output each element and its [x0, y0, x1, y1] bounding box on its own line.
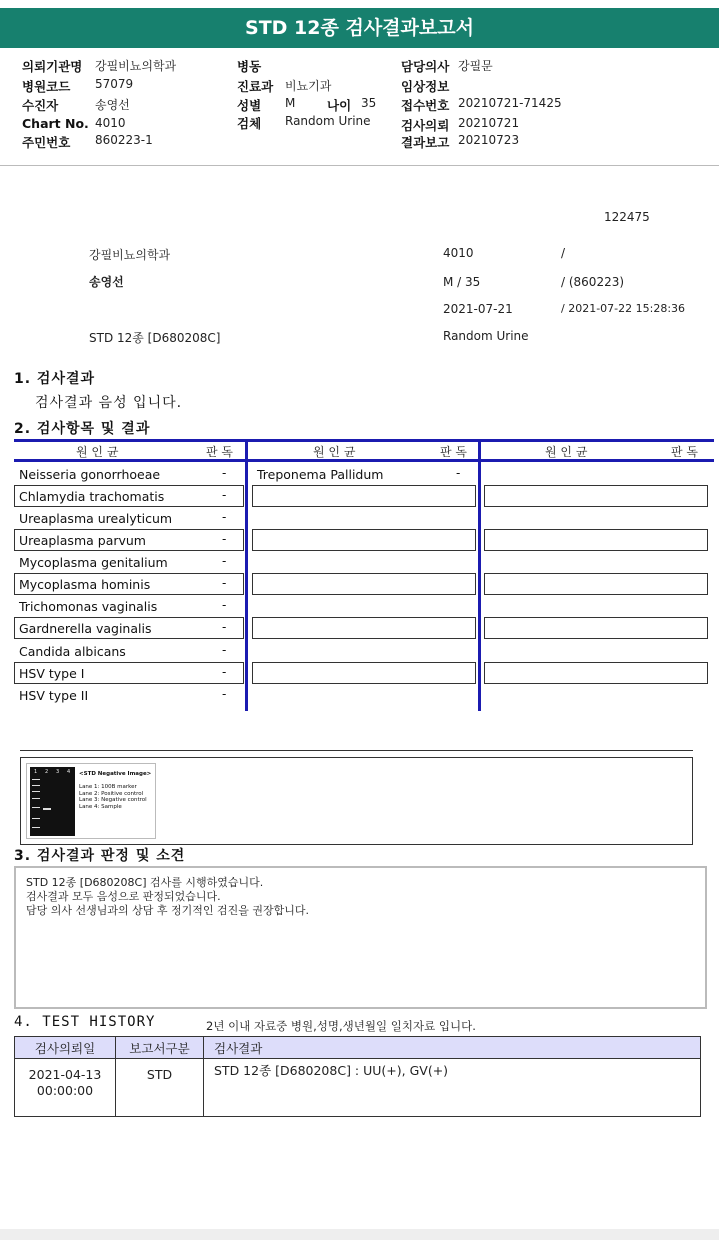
report-number: 122475 [604, 210, 650, 224]
row-box [484, 529, 708, 551]
gel-band [32, 827, 40, 828]
history-date: 2021-04-13 [28, 1067, 102, 1082]
header-value: Random Urine [285, 114, 371, 128]
header-label: 진료과 [237, 79, 274, 94]
section1-title: 1. 검사결과 [14, 371, 96, 387]
header-info [0, 48, 719, 166]
header-value: 20210721-71425 [458, 96, 562, 110]
header-label: 검체 [237, 116, 262, 131]
row-box [484, 485, 708, 507]
opinion-line: STD 12종 [D680208C] 검사를 시행하였습니다. [26, 876, 264, 889]
organism-result: - [222, 488, 227, 502]
organism-name: Treponema Pallidum [257, 467, 384, 482]
summary-hospital: 강필비뇨의학과 [89, 248, 171, 262]
summary-slash: / [561, 246, 566, 260]
organism-name: Mycoplasma hominis [19, 577, 151, 592]
header-value: 비뇨기과 [285, 79, 332, 93]
gel-band [32, 779, 40, 780]
header-value: 강필비뇨의학과 [95, 59, 177, 73]
col-head-organism: 원 인 균 [313, 445, 356, 459]
gel-band [32, 791, 40, 792]
history-table [14, 1036, 701, 1117]
header-label: 병원코드 [22, 79, 71, 94]
organism-result: - [222, 598, 227, 612]
row-box [252, 573, 476, 595]
header-label: 검사의뢰 [401, 118, 450, 133]
row-box [252, 529, 476, 551]
gel-image-box [20, 757, 693, 845]
summary-report-datetime: / 2021-07-22 15:28:36 [561, 302, 686, 315]
col-head-organism: 원 인 균 [545, 445, 588, 459]
history-col-header: 검사결과 [204, 1037, 701, 1059]
row-box [252, 485, 476, 507]
history-header-row [15, 1037, 701, 1059]
organism-name: Ureaplasma parvum [19, 533, 146, 548]
gel-caption [79, 771, 151, 810]
lane-number: 3 [56, 769, 60, 775]
header-value: 860223-1 [95, 133, 153, 147]
section4-title: 4. TEST HISTORY [14, 1014, 156, 1030]
header-value: 35 [361, 96, 377, 110]
gel-caption-line: Lane 3: Negative control [79, 797, 147, 803]
organism-name: Ureaplasma urealyticum [19, 511, 173, 526]
summary-patient: 송영선 [89, 275, 124, 289]
col-head-result: 판 독 [671, 445, 698, 459]
row-box [484, 573, 708, 595]
table-row [15, 1059, 701, 1117]
header-label: Chart No. [22, 116, 89, 131]
organism-name: HSV type I [19, 666, 85, 681]
col-head-organism: 원 인 균 [76, 445, 119, 459]
row-box [252, 617, 476, 639]
history-col-header: 보고서구분 [116, 1037, 204, 1059]
header-value: 20210721 [458, 116, 520, 130]
organism-result: - [222, 643, 227, 657]
gel-caption-title: <STD Negative Image> [79, 771, 152, 777]
report-title: STD 12종 검사결과보고서 [0, 8, 719, 48]
organism-result: - [222, 687, 227, 701]
col-head-result: 판 독 [206, 445, 233, 459]
summary-specimen: Random Urine [443, 329, 529, 343]
organism-name: Trichomonas vaginalis [19, 599, 158, 614]
history-col-header: 검사의뢰일 [15, 1037, 116, 1059]
row-box [484, 617, 708, 639]
header-value: 송영선 [95, 98, 130, 112]
gel-caption-line: Lane 1: 100B marker [79, 784, 137, 790]
summary-chart: 4010 [443, 246, 474, 260]
organism-result: - [222, 576, 227, 590]
organism-name: HSV type II [19, 688, 89, 703]
bottom-bar [0, 1229, 719, 1240]
header-label: 주민번호 [22, 135, 71, 150]
organism-result: - [222, 620, 227, 634]
header-label: 병동 [237, 59, 262, 74]
row-box [484, 662, 708, 684]
organism-result: - [222, 466, 227, 480]
header-label: 성별 [237, 98, 262, 113]
opinion-box [14, 866, 707, 1009]
summary-test-code: STD 12종 [D680208C] [89, 331, 221, 345]
section1-text: 검사결과 음성 입니다. [35, 395, 183, 411]
header-label: 나이 [327, 98, 352, 113]
lane-number: 2 [45, 769, 49, 775]
gel-photo [30, 767, 75, 836]
summary-request-date: 2021-07-21 [443, 302, 513, 316]
organism-result: - [222, 665, 227, 679]
opinion-line: 담당 의사 선생님과의 상담 후 정기적인 검진을 권장합니다. [26, 904, 309, 917]
header-label: 임상정보 [401, 79, 450, 94]
gel-band [32, 785, 40, 786]
summary-birth: / (860223) [561, 275, 625, 289]
header-label: 담당의사 [401, 59, 450, 74]
gel-band [43, 808, 51, 810]
header-label: 결과보고 [401, 135, 450, 150]
history-time: 00:00:00 [36, 1083, 94, 1098]
table-header-rule [14, 459, 714, 462]
organism-name: Candida albicans [19, 644, 126, 659]
organism-result: - [456, 466, 461, 480]
lane-number: 1 [34, 769, 38, 775]
gel-image [26, 763, 156, 839]
section2-title: 2. 검사항목 및 결과 [14, 421, 151, 437]
history-result: STD 12종 [D680208C] : UU(+), GV(+) [204, 1059, 701, 1117]
header-value: 4010 [95, 116, 126, 130]
header-label: 의뢰기관명 [22, 59, 83, 74]
table-column-rule [478, 439, 481, 711]
organism-name: Gardnerella vaginalis [19, 621, 152, 636]
header-value: 강필문 [458, 59, 493, 73]
header-value: M [285, 96, 296, 110]
gel-band [32, 807, 40, 808]
gel-band [32, 798, 40, 799]
gel-band [32, 818, 40, 819]
section3-title: 3. 검사결과 판정 및 소견 [14, 848, 186, 864]
gel-caption-line: Lane 2: Positive control [79, 790, 144, 797]
lane-number: 4 [67, 769, 71, 775]
organism-name: Chlamydia trachomatis [19, 489, 165, 504]
opinion-line: 검사결과 모두 음성으로 판정되었습니다. [26, 890, 221, 903]
gel-caption-line: Lane 4: Sample [79, 803, 122, 810]
history-type: STD [116, 1059, 204, 1117]
header-label: 수진자 [22, 98, 59, 113]
row-box [252, 662, 476, 684]
history-date-cell [15, 1059, 116, 1117]
header-label: 접수번호 [401, 98, 450, 113]
organism-result: - [222, 510, 227, 524]
header-value: 20210723 [458, 133, 520, 147]
header-value: 57079 [95, 77, 134, 91]
table-top-rule [14, 439, 714, 442]
organism-result: - [222, 532, 227, 546]
col-head-result: 판 독 [440, 445, 467, 459]
organism-name: Neisseria gonorrhoeae [19, 467, 161, 482]
table-column-rule [245, 439, 248, 711]
organism-name: Mycoplasma genitalium [19, 555, 168, 570]
organism-result: - [222, 554, 227, 568]
section4-note: 2년 이내 자료중 병원,성명,생년월일 일치자료 입니다. [206, 1019, 476, 1033]
summary-sex-age: M / 35 [443, 275, 481, 289]
divider [20, 750, 693, 751]
